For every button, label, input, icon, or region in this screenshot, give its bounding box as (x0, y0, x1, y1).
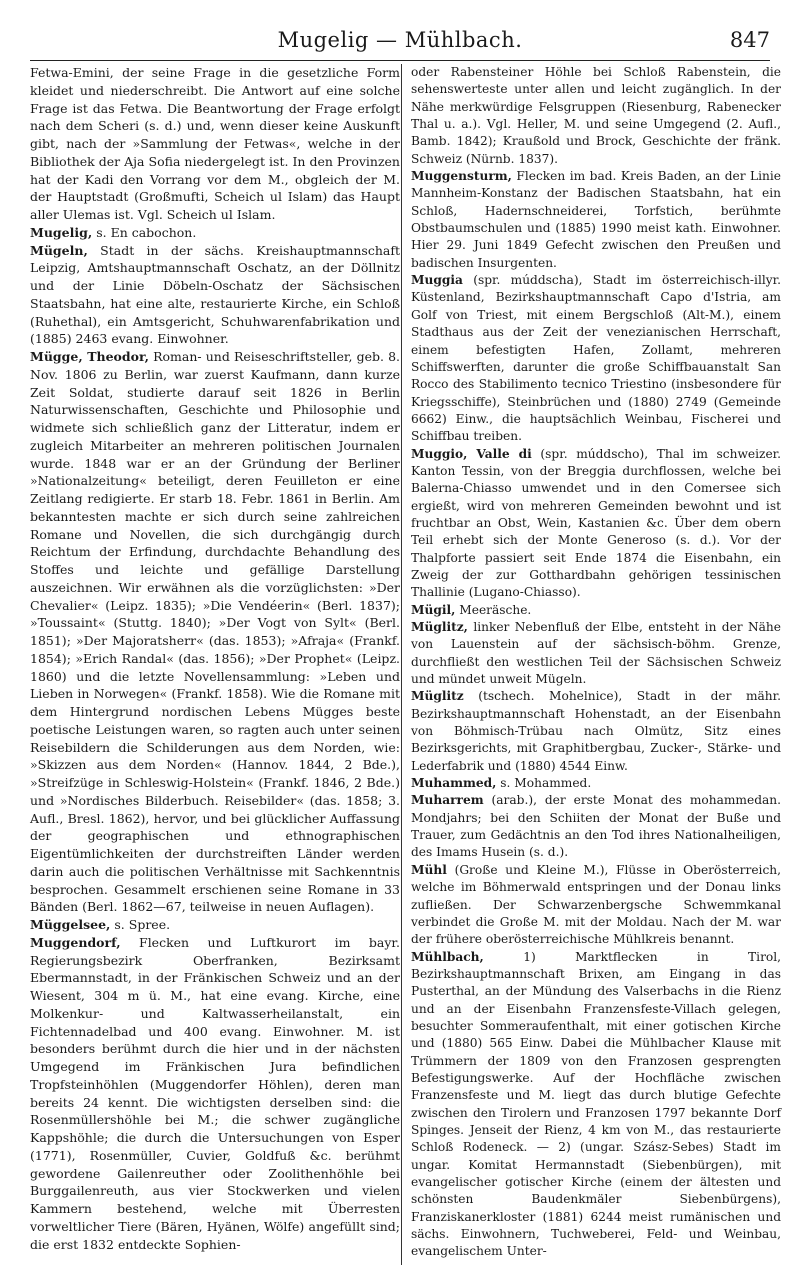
entry-text: linker Nebenfluß der Elbe, entsteht in der Nähe von Lauenstein auf der sächsisch-böhm. Grenze, durchfließt den westlichen Teil der Sächsischen Schweiz und mündet unweit Mügeln. (411, 620, 781, 687)
dictionary-entry (411, 168, 781, 272)
entry-text: s. En cabochon. (96, 224, 197, 240)
entry-headword: Mühlbach, (411, 949, 484, 964)
entry-headword: Mugelig, (30, 224, 93, 240)
entry-text: (spr. múddscho), Thal im schweizer. Kanton Tessin, von der Breggia durchflossen, welche bei Balerna-Chiasso umwendet und in den Comersee sich ergießt, wird von mehreren Gemeinden bewohnt und ist fruchtbar an Obst, Wein, Kastanien &c. Über dem obern Teil erhebt sich der Monte Generoso (s. d.). Vor der Thalpforte passiert seit Ende 1874 die Eisenbahn, ein Zweig der zur Gotthardbahn gehörigen tessinischen Thallinie (Lugano-Chiasso). (411, 446, 782, 600)
entry-headword: Müggelsee, (30, 917, 111, 932)
column-divider (401, 64, 402, 1265)
dictionary-entry (411, 446, 781, 602)
entry-continuation (30, 64, 400, 224)
entry-text: Flecken und Luftkurort im bayr. Regierungsbezirk Oberfranken, Bezirksamt Ebermannstadt, in der Fränkischen Schweiz und an der Wiesent, 304 m ü. M., hat eine evang. Kirche, eine Molkenkur- und Kaltwasserheilanstalt, ein Fichtennadelbad und 400 evang. Einwohner. M. ist besonders berühmt durch die hier und in der nächsten Umgegend im Fränkischen Jura befindlichen Tropfsteinhöhlen (Muggendorfer Höhlen), deren man bereits 24 kennt. Die wichtigsten derselben sind: die Rosenmüllershöhle bei M.; die schwer zugängliche Kappshöhle; die durch die Untersuchungen von Esper (1771), Rosenmüller, Cuvier, Goldfuß &c. berühmt gewordene Gailenreuther oder Zoolithenhöhle bei Burggailenreuth, aus vier Stockwerken und vielen Kammern bestehend, welche mit Überresten vorweltlicher Tiere (Bären, Hyänen, Wölfe) angefüllt sind; die erst 1832 entdeckte Sophien- (30, 934, 400, 1252)
entry-headword: Muggendorf, (30, 934, 121, 950)
dictionary-entry (411, 862, 781, 949)
entry-headword: Müglitz (411, 689, 464, 704)
entry-text: s. Spree. (114, 917, 171, 932)
entry-text: (spr. múddscha), Stadt im österreichisch-illyr. Küstenland, Bezirkshauptmannschaft Capo d'Istria, am Golf von Triest, mit einem Bergschloß (Alt-M.), einem Stadthaus aus der Zeit der venezianischen Herrschaft, einem befestigten Hafen, Zollamt, mehreren Schiffswerften, darunter die große Schiffbauanstalt San Rocco des Stabilimento tecnico Triestino (insbesondere für Kriegsschiffe), Steinbrüchen und (1880) 2749 (Gemeinde 6662) Einw., die hauptsächlich Weinbau, Fischerei und Schiffbau treiben. (411, 273, 781, 444)
dictionary-entry (411, 688, 781, 775)
entry-headword: Mügil, (411, 602, 456, 617)
dictionary-entry (30, 934, 400, 1254)
entry-text: (tschech. Mohelnice), Stadt in der mähr. Bezirkshauptmannschaft Hohenstadt, an der Eisenbahn von Böhmisch-Trübau nach Olmütz, Sitz eines Bezirksgerichts, mit Graphitbergbau, Zucker-, Stärke- und Lederfabrik und (1880) 4544 Einw. (411, 689, 781, 773)
dictionary-entry (30, 348, 400, 916)
entry-text: Fetwa-Emini, der seine Frage in die gesetzliche Form kleidet und niederschreibt. Die Antwort auf eine solche Frage ist das Fetwa. Die Beantwortung der Frage erfolgt nach dem Scheri (s. d.) und, wenn dieser keine Auskunft gibt, nach der »Sammlung der Fetwas«, welche in der Bibliothek der Aja Sofia niedergelegt ist. In den Provinzen hat der Kadi den Vorrang vor dem M., obgleich der M. der Hauptstadt (Großmufti, Scheich ul Islam) das Haupt aller Ulemas ist. Vgl. Scheich ul Islam. (30, 65, 400, 222)
entry-headword: Muggensturm, (411, 169, 512, 184)
entry-headword: Mügge, Theodor, (30, 349, 149, 364)
dictionary-entry (30, 224, 400, 242)
entry-text: (arab.), der erste Monat des mohammedan. Mondjahrs; bei den Schiiten der Monat der Buße und Trauer, zum Gedächtnis an den Tod ihres Nationalheiligen, des Imams Husein (s. d.). (411, 793, 781, 860)
entry-headword: Mühl (411, 862, 447, 877)
entry-headword: Muggia (411, 273, 463, 288)
entry-text: 1) Marktflecken in Tirol, Bezirkshauptmannschaft Brixen, am Eingang in das Pusterthal, an der Mündung des Valserbachs in die Rienz und an der Eisenbahn Franzensfeste-Villach gelegen, besuchter Sommeraufenthalt, mit einer gotischen Kirche und (1880) 565 Einw. Dabei die Mühlbacher Klause mit Trümmern der 1809 von den Franzosen gesprengten Befestigungswerke. Auf der Hochfläche zwischen Franzensfeste und M. liegt das durch blutige Gefechte zwischen den Tirolern und Franzosen 1797 bekannte Dorf Spinges. Jenseit der Rienz, 4 km von M., das restaurierte Schloß Rodeneck. — 2) (ungar. Szász-Sebes) Stadt im ungar. Komitat Hermannstadt (Siebenbürgen), mit evangelischer gotischer Kirche (einem der ältesten und schönsten Baudenkmäler Siebenbürgens), Franziskanerkloster (1881) 6244 meist rumänischen und sächs. Einwohnern, Tuchweberei, Feld- und Weinbau, evangelischem Unter- (411, 949, 782, 1259)
entry-text: (Große und Kleine M.), Flüsse in Oberösterreich, welche im Böhmerwald entspringen und der Donau links zufließen. Der Schwarzenbergsche Schwemmkanal verbindet die Große M. mit der Moldau. Nach der M. war der frühere oberösterreichische Mühlkreis benannt. (411, 862, 781, 947)
entry-headword: Muharrem (411, 793, 484, 808)
running-head (30, 28, 770, 56)
entry-headword: Mügeln, (30, 242, 88, 258)
entry-headword: Müglitz, (411, 620, 468, 634)
entry-text: oder Rabensteiner Höhle bei Schloß Rabenstein, die sehenswerteste unter allen und leicht zugänglich. In der Nähe merkwürdige Felsgruppen (Riesenburg, Rabenecker Thal u. a.). Vgl. Heller, M. und seine Umgegend (2. Aufl., Bamb. 1842); Kraußold und Brock, Geschichte der fränk. Schweiz (Nürnb. 1837). (411, 65, 781, 166)
entry-text: Meeräsche. (459, 602, 532, 617)
left-column (30, 64, 400, 1253)
header-rule (30, 60, 770, 61)
dictionary-entry (411, 775, 781, 792)
dictionary-entry (30, 916, 400, 934)
entry-text: s. Mohammed. (500, 776, 592, 791)
dictionary-entry (411, 272, 781, 445)
dictionary-entry (411, 619, 781, 688)
dictionary-entry (411, 602, 781, 619)
entry-text: Flecken im bad. Kreis Baden, an der Linie Mannheim-Konstanz der Badischen Staatsbahn, hat ein Schloß, Hadernschneiderei, Torfstich, berühmte Obstbaumschulen und (1885) 1990 meist kath. Einwohner. Hier 29. Juni 1849 Gefecht zwischen den Preußen und badischen Insurgenten. (411, 169, 781, 270)
running-title: Mugelig — Mühlbach. (277, 28, 523, 52)
entry-text: Stadt in der sächs. Kreishauptmannschaft Leipzig, Amtshauptmannschaft Oschatz, an der Döllnitz und der Linie Döbeln-Oschatz der Sächsischen Staatsbahn, hat eine alte, restaurierte Kirche, ein Schloß (Ruhethal), ein Amtsgericht, Schuhwarenfabrikation und (1885) 2463 evang. Einwohner. (30, 242, 400, 347)
right-column (411, 64, 781, 1261)
dictionary-entry (411, 792, 781, 861)
dictionary-entry (411, 949, 781, 1261)
entry-headword: Muhammed, (411, 776, 497, 791)
entry-text: Roman- und Reiseschriftsteller, geb. 8. Nov. 1806 zu Berlin, war zuerst Kaufmann, dann kurze Zeit Soldat, studierte darauf seit 1826 in Berlin Naturwissenschaften, Geschichte und Philosophie und widmete sich schließlich ganz der Litteratur, indem er zugleich Mitarbeiter an mehreren politischen Journalen wurde. 1848 war er an der Gründung der Berliner »Nationalzeitung« beteiligt, deren Feuilleton er eine Zeitlang redigierte. Er starb 18. Febr. 1861 in Berlin. Am bekanntesten machte er sich durch seine zahlreichen Romane und Novellen, die sich durchgängig durch Reichtum der Erfindung, durchdachte Behandlung des Stoffes und leichte und gefällige Darstellung auszeichnen. Wir erwähnen als die vorzüglichsten: »Der Chevalier« (Leipz. 1835); »Die Vendéerin« (Berl. 1837); »Toussaint« (Stuttg. 1840); »Der Vogt von Sylt« (Berl. 1851); »Der Majoratsherr« (das. 1853); »Afraja« (Frankf. 1854); »Erich Randal« (das. 1856); »Der Prophet« (Leipz. 1860) und die letzte Novellensammlung: »Leben und Lieben in Norwegen« (Frankf. 1858). Wie die Romane mit dem Hintergrund nordischen Lebens Mügges beste poetische Leistungen waren, so ragten auch unter seinen Reisebildern die Schilderungen aus dem Norden, wie: »Skizzen aus dem Norden« (Hannov. 1844, 2 Bde.), »Streifzüge in Schleswig-Holstein« (Frankf. 1846, 2 Bde.) und »Nordisches Bilderbuch. Reisebilder« (das. 1858; 3. Aufl., Bresl. 1862), hervor, und bei glücklicher Auffassung der geographischen und ethnographischen Eigentümlichkeiten der durchstreiften Länder werden darin auch die politischen Verhältnisse mit Sachkenntnis besprochen. Gesammelt erschienen seine Romane in 33 Bänden (Berl. 1862—67, teilweise in neuen Auflagen). (30, 349, 401, 915)
page-number: 847 (729, 28, 770, 52)
entry-continuation (411, 64, 781, 168)
dictionary-entry (30, 242, 400, 349)
entry-headword: Muggio, Valle di (411, 446, 532, 461)
